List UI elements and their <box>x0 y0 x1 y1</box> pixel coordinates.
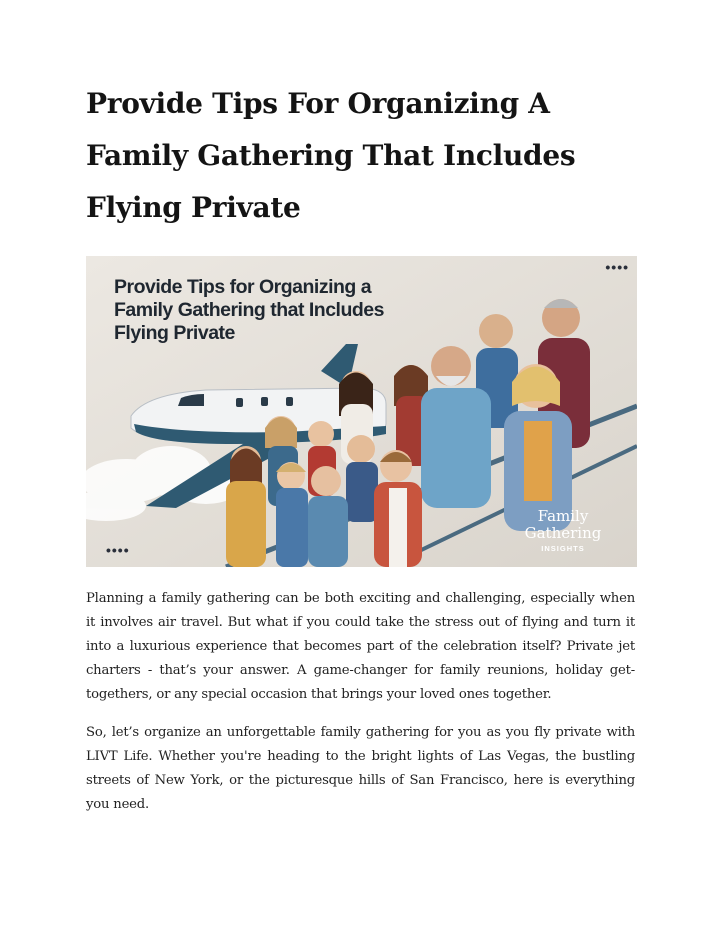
logo-line-1: Family <box>537 507 589 525</box>
page-title: Provide Tips For Organizing A Family Gathering That Includes Flying Private <box>86 87 576 224</box>
hero-title: Provide Tips for Organizing a Family Gathering that Includes Flying Private <box>114 276 384 344</box>
more-dots-icon: •••• <box>605 259 629 275</box>
logo-line-3: INSIGHTS <box>541 544 585 553</box>
hero-image <box>86 256 637 567</box>
more-dots-icon-bottom: •••• <box>106 542 130 558</box>
paragraph-intro: Planning a family gathering can be both exciting and challenging, especially when it involves air travel. But what if you could take the stress out of flying and turn it into a luxurious experience that becomes part of the celebration itself? Private jet charters - that’s your answer. A game-changer for family reunions, holiday get-togethers, or any special occasion that brings your loved ones together. <box>86 591 635 702</box>
paragraph-livt: So, let’s organize an unforgettable family gathering for you as you fly private with LIVT Life. Whether you're heading to the bright lights of Las Vegas, the bustling streets of New York, or the picturesque hills of San Francisco, here is everything you need. <box>86 725 635 812</box>
brand-logo <box>509 508 617 553</box>
logo-line-2: Gathering <box>524 524 602 542</box>
